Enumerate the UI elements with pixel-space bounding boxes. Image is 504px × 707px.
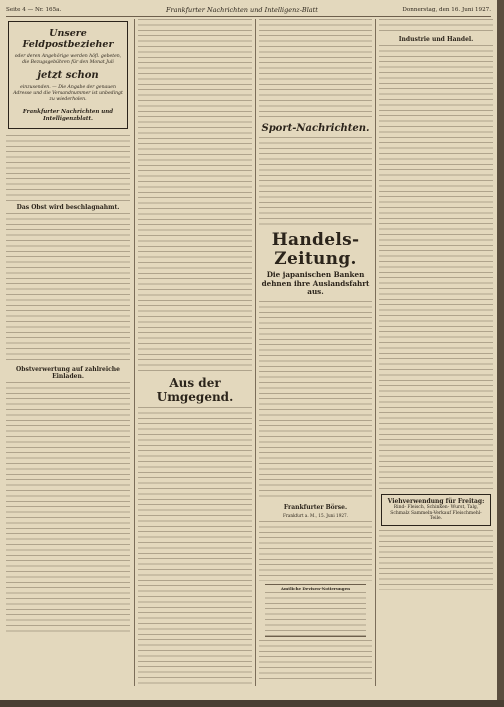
section-heading-handels: Handels-Zeitung. — [271, 230, 360, 269]
vieh-advertisement — [381, 494, 491, 526]
section-heading-sport: Sport-Nachrichten. — [261, 123, 370, 134]
article-text — [379, 45, 493, 490]
section-heading-umgegend: Aus der Umgegend. — [156, 376, 234, 404]
article-text — [138, 19, 252, 371]
article-text — [379, 19, 493, 33]
article-text — [138, 407, 252, 686]
column-1 — [6, 19, 130, 686]
article-dateline: Frankfurt a. M., 15. Juni 1927. — [282, 512, 349, 518]
ad-sign: Frankfurter Nachrichten und Intelligenzblatt. — [22, 109, 114, 122]
ad-body-2: einzusenden. — Die Angabe der genauen Adresse und die Versandnummer ist unbedingt zu wiederholen. — [13, 85, 123, 102]
article-text — [379, 530, 493, 590]
article-heading: Das Obst wird beschlagnahmt. — [16, 204, 120, 211]
column-4 — [379, 19, 493, 686]
column-rule — [255, 19, 256, 686]
ad-title: Unsere Feldpostbezieher — [22, 28, 114, 50]
column-3 — [259, 19, 372, 686]
column-2 — [138, 19, 252, 686]
article-text — [259, 521, 372, 581]
table-title: Amtliche Devisen-Notierungen — [280, 585, 351, 591]
article-text — [259, 301, 372, 501]
article-text — [6, 135, 130, 201]
feldpost-advertisement — [8, 21, 128, 129]
column-rule — [134, 19, 135, 686]
masthead: Frankfurter Nachrichten und Intelligenz-Blatt — [166, 6, 318, 14]
article-subheading: Die japanischen Banken dehnen ihre Auslandsfahrt aus. — [261, 270, 370, 296]
page-edge — [497, 0, 504, 707]
ad-now: jetzt schon — [37, 70, 99, 81]
article-text — [6, 382, 130, 632]
section-heading-industrie: Industrie und Handel. — [398, 36, 474, 43]
page-number: Seite 4 — Nr. 165a. — [6, 7, 62, 13]
article-text — [259, 19, 372, 119]
article-text — [6, 213, 130, 363]
page-header — [6, 4, 491, 17]
devisen-table — [265, 584, 366, 637]
page-edge — [0, 700, 504, 707]
article-heading: Obstverwertung auf zahlreiche Einladen. — [16, 366, 120, 380]
article-heading: Frankfurter Börse. — [283, 503, 348, 511]
article-text — [259, 640, 372, 680]
table-rows — [265, 592, 366, 636]
article-text — [259, 137, 372, 227]
ad-body: oder deren Angehörige werden höfl. gebeten, die Bezugsgebühren für den Monat Juli — [14, 54, 122, 65]
column-rule — [375, 19, 376, 686]
ad-title: Viehverwendung für Freitag: — [387, 498, 485, 505]
ad-body: Rind- Fleisch, Schinken- Wurst, Talg, Schmalz Sammeln-Verkauf Fleischmehl-Teile. — [390, 505, 482, 522]
issue-date: Donnerstag, den 16. Juni 1927. — [402, 7, 491, 13]
